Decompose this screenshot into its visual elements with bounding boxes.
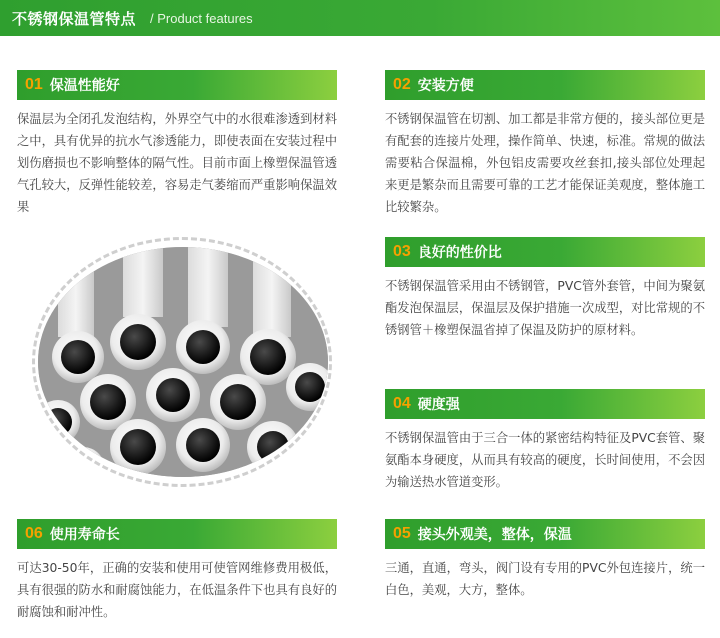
feature-card-02 <box>385 70 705 218</box>
feature-title: 接头外观美，整体，保温 <box>417 527 572 543</box>
feature-number: 03 <box>393 243 411 260</box>
feature-card-header <box>385 237 705 267</box>
feature-card-06 <box>17 519 337 623</box>
feature-title: 硬度强 <box>417 397 460 413</box>
feature-card-header <box>385 519 705 549</box>
feature-card-04 <box>385 389 705 493</box>
page-subtitle: / Product features <box>150 10 253 26</box>
feature-title: 安装方便 <box>417 78 474 94</box>
feature-title: 使用寿命长 <box>49 527 120 543</box>
page-header <box>0 0 720 36</box>
feature-title: 保温性能好 <box>49 78 120 94</box>
feature-card-03 <box>385 237 705 341</box>
feature-number: 02 <box>393 76 411 93</box>
feature-description: 保温层为全闭孔发泡结构，外界空气中的水很难渗透到材料之中，具有优异的抗水气渗透能力，即使表面在安装过程中划伤磨损也不影响整体的隔气性。目前市面上橡塑保温管透气孔较大，反弹性能较差，容易走气萎缩而严重影响保温效果 <box>17 112 337 214</box>
feature-card-header <box>17 519 337 549</box>
feature-description: 不锈钢保温管由于三合一体的紧密结构特征及PVC套管、聚氨酯本身硬度，从而具有较高的硬度，长时间使用，不会因为输送热水管道变形。 <box>385 431 705 489</box>
feature-description: 可达30-50年，正确的安装和使用可使管网维修费用极低，具有很强的防水和耐腐蚀能力，在低温条件下也具有良好的耐腐蚀和耐冲性。 <box>17 561 337 619</box>
pipe-bundle-image <box>38 247 328 477</box>
feature-description: 不锈钢保温管在切割、加工都是非常方便的，接头部位更是有配套的连接片处理，操作简单、快速，标准。常规的做法需要粘合保温棉，外包铝皮需要攻丝套扣,接头部位处理起来更是繁杂而且需要可靠的工艺才能保证美观度，整体施工比较繁杂。 <box>385 112 705 214</box>
product-photo-frame <box>22 232 352 492</box>
feature-number: 06 <box>25 525 43 542</box>
feature-description: 不锈钢保温管采用由不锈钢管，PVC管外套管，中间为聚氨酯发泡保温层，保温层及保护措施一次成型，对比常规的不锈钢管＋橡塑保温省掉了保温及防护的原材料。 <box>385 279 705 337</box>
page-title: 不锈钢保温管特点 <box>12 9 137 28</box>
feature-number: 01 <box>25 76 43 93</box>
feature-card-header <box>385 70 705 100</box>
feature-card-header <box>385 389 705 419</box>
feature-card-header <box>17 70 337 100</box>
feature-title: 良好的性价比 <box>417 245 502 261</box>
feature-number: 05 <box>393 525 411 542</box>
feature-card-01 <box>17 70 337 218</box>
feature-number: 04 <box>393 395 411 412</box>
feature-description: 三通，直通，弯头，阀门设有专用的PVC外包连接片，统一白色，美观，大方，整体。 <box>385 561 705 597</box>
feature-card-05 <box>385 519 705 601</box>
